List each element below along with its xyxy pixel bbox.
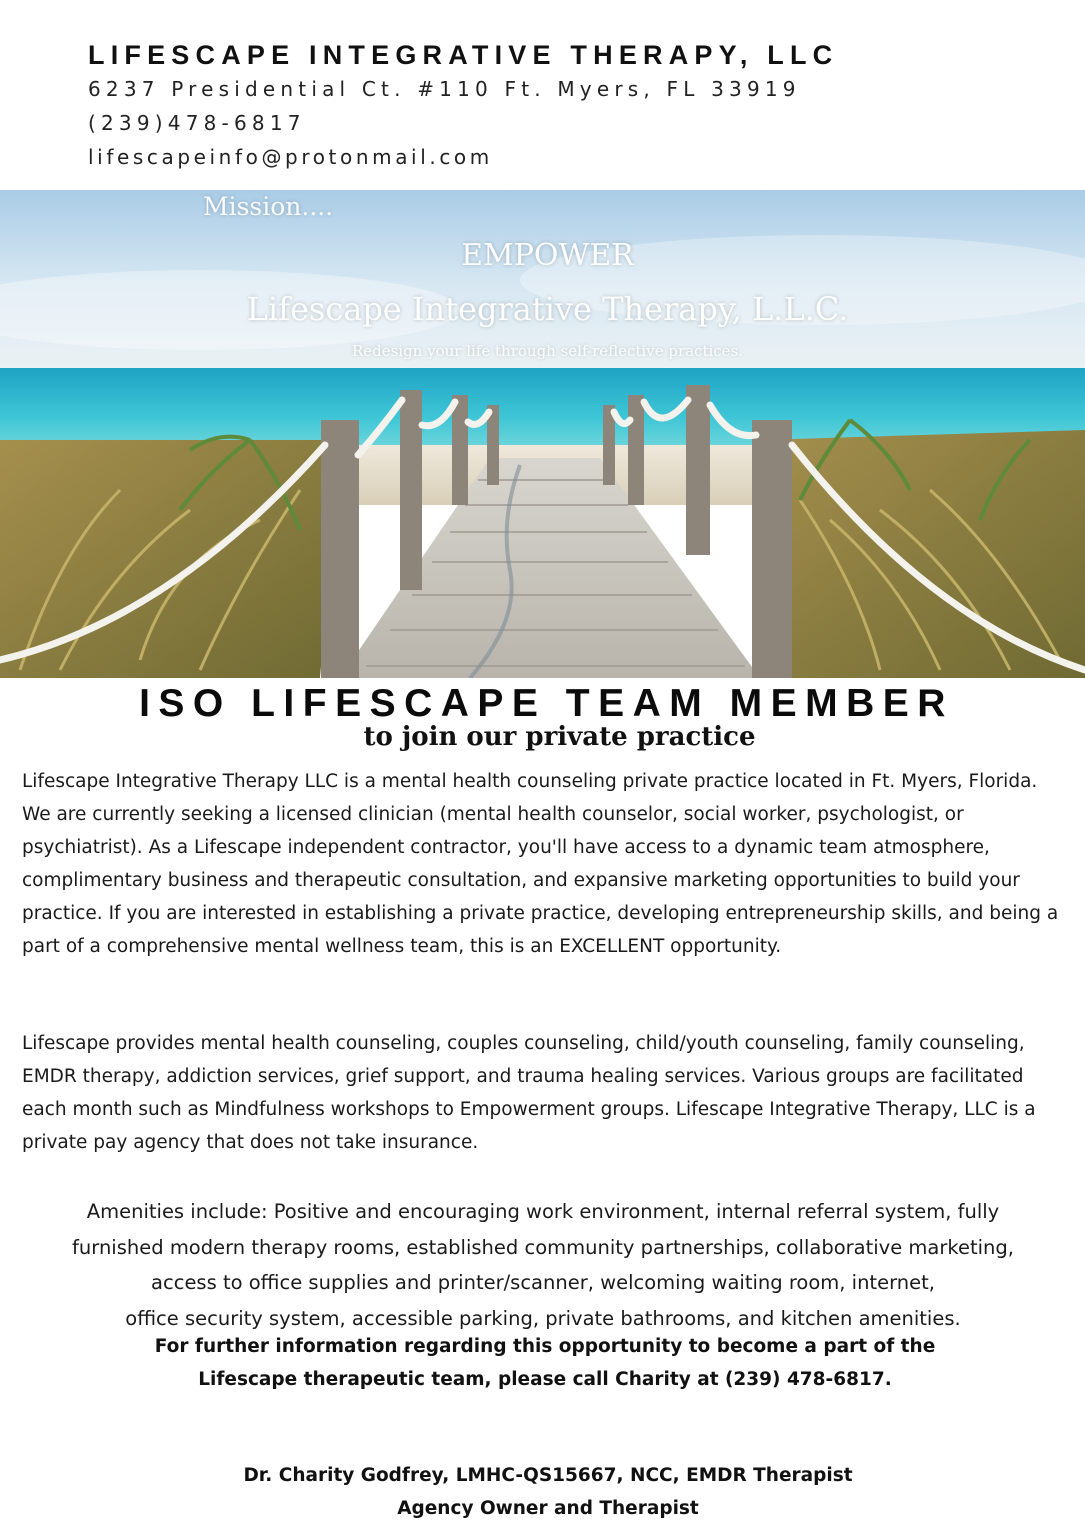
posting-subtitle: to join our private practice (363, 722, 756, 752)
practice-description-paragraph: Lifescape Integrative Therapy LLC is a mental health counseling private practice located in Ft. Myers, Florida. We are currently seeking a licensed clinician (mental health counselor, social worker, psychologist, or psychiatrist). As a Lifescape independent contractor, you'll have access to a dynamic team atmosphere, complimentary business and therapeutic consultation, and expansive marketing opportunities to build your practice. If you are interested in establishing a private practice, developing entrepreneurship skills, and being a part of a comprehensive mental wellness team, this is an EXCELLENT opportunity. (22, 771, 1059, 957)
amenities-line: Amenities include: Positive and encouraging work environment, internal referral system, fully (86, 1200, 1000, 1223)
posting-title: ISO LIFESCAPE TEAM MEMBER (139, 682, 954, 725)
signature-block (0, 1459, 1085, 1525)
hero-company-name: Lifescape Integrative Therapy, L.L.C. (246, 290, 849, 328)
email-address: lifescapeinfo@protonmail.com (88, 145, 493, 169)
address: 6237 Presidential Ct. #110 Ft. Myers, FL 33919 (88, 77, 801, 101)
contact-instructions (0, 1330, 1085, 1396)
phone-number: (239)478-6817 (88, 111, 306, 135)
amenities-line: access to office supplies and printer/scanner, welcoming waiting room, internet, (151, 1271, 935, 1294)
contact-line: For further information regarding this opportunity to become a part of the (154, 1336, 936, 1357)
amenities-line: office security system, accessible parking, private bathrooms, and kitchen amenities. (125, 1306, 961, 1330)
letterhead (88, 38, 1068, 174)
hero-headline: EMPOWER (461, 238, 634, 273)
signature-role: Agency Owner and Therapist (397, 1498, 699, 1519)
amenities-line: furnished modern therapy rooms, established community partnerships, collaborative marketing, (72, 1235, 1014, 1259)
signature-name: Dr. Charity Godfrey, LMHC-QS15667, NCC, EMDR Therapist (243, 1465, 853, 1486)
amenities-paragraph (14, 1194, 1072, 1336)
mission-label: Mission.... (203, 192, 334, 221)
hero-tagline: Redesign your life through self-reflective practices. (351, 342, 744, 360)
services-paragraph: Lifescape provides mental health counseling, couples counseling, child/youth counseling, family counseling, EMDR therapy, addiction services, grief support, and trauma healing services. Various groups are facilitated each month such as Mindfulness workshops to Empowerment groups. Lifescape Integrative Therapy, LLC is a private pay agency that does not take insurance. (22, 1033, 1036, 1153)
company-name: LIFESCAPE INTEGRATIVE THERAPY, LLC (88, 40, 839, 70)
contact-line: Lifescape therapeutic team, please call Charity at (239) 478-6817. (198, 1369, 892, 1390)
hero-beach-image (0, 190, 1085, 678)
